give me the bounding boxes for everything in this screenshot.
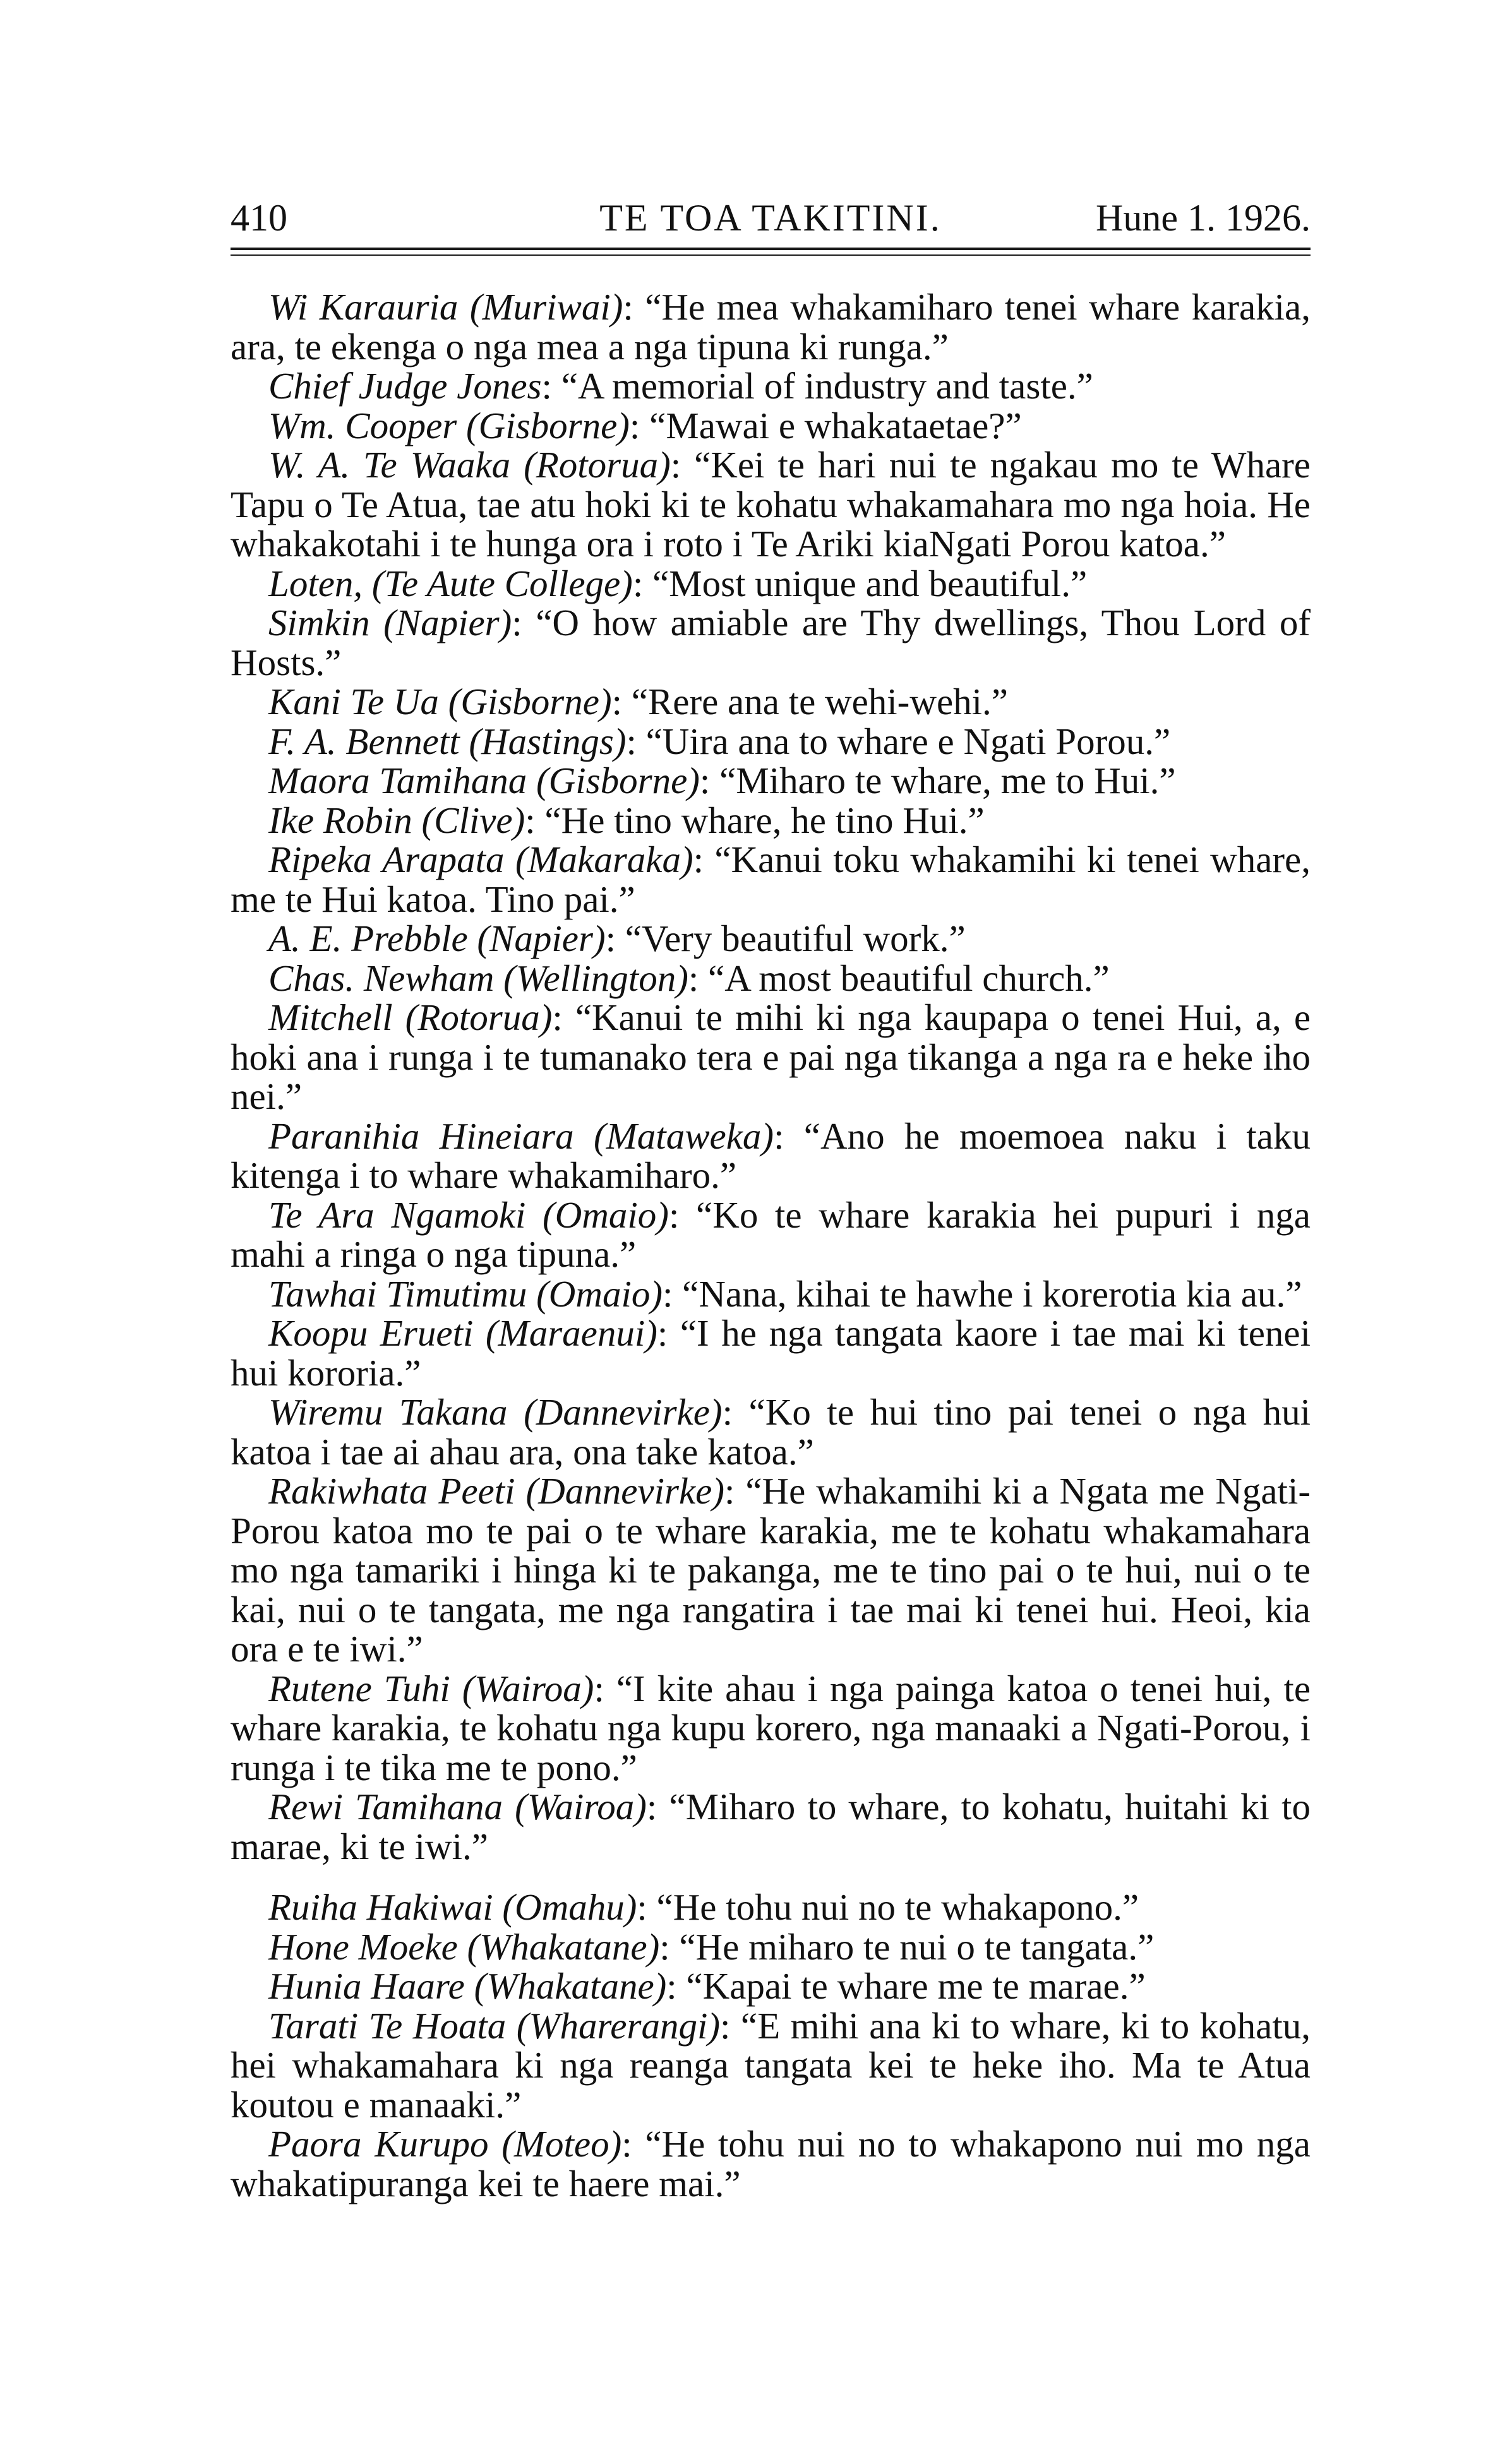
speaker-name: A. E. Prebble (Napier) [268, 918, 606, 959]
speaker-name: Mitchell (Rotorua) [268, 996, 553, 1038]
header-rule-thick [231, 248, 1311, 250]
testimonial-text: : “I kite ahau i nga painga katoa o tenei hui, te whare karakia, te kohatu nga kupu korero, nga manaaki a Ngati-Porou, i runga i te tika me te pono.” [231, 1667, 1311, 1788]
speaker-name: Tarati Te Hoata (Wharerangi) [268, 2004, 720, 2047]
testimonial-entry [231, 2006, 1311, 2125]
speaker-name: Chief Judge Jones [268, 365, 542, 407]
testimonial-entry [231, 564, 1311, 604]
testimonial-entry [231, 1787, 1311, 1866]
testimonial-entry [231, 801, 1311, 840]
testimonial-text: : “Very beautiful work.” [605, 918, 966, 959]
speaker-name: W. A. Te Waaka (Rotorua) [268, 444, 671, 486]
testimonial-entry [231, 445, 1311, 564]
testimonial-text: : “A memorial of industry and taste.” [541, 365, 1093, 407]
speaker-name: Rakiwhata Peeti (Dannevirke) [268, 1470, 724, 1512]
testimonial-text: : “O how amiable are Thy dwellings, Thou Lord of Hosts.” [231, 602, 1311, 683]
speaker-name: F. A. Bennett (Hastings) [268, 720, 627, 762]
testimonial-text: : “He miharo te nui o te tangata.” [659, 1925, 1155, 1968]
testimonial-text: : “He tohu nui no to whakapono nui mo nga whakatipuranga kei te haere mai.” [231, 2123, 1311, 2204]
testimonial-text: : “Mawai e whakataetae?” [629, 404, 1022, 446]
testimonial-entry [231, 1313, 1311, 1392]
speaker-name: Tawhai Timutimu (Omaio) [268, 1272, 663, 1315]
testimonial-entry [231, 722, 1311, 762]
testimonial-text: : “Kanui te mihi ki nga kaupapa o tenei Hui, a, e hoki ana i runga i te tumanako tera e pai nga tikanga a nga ra e heke iho nei.” [231, 996, 1311, 1117]
testimonial-text: : “He mea whakamiharo tenei whare karakia, ara, te ekenga o nga mea a nga tipuna ki runga.” [231, 286, 1311, 368]
testimonials-body [231, 287, 1311, 2203]
testimonial-text: : “He tino whare, he tino Hui.” [525, 799, 985, 841]
journal-title: TE TOA TAKITINI. [599, 197, 942, 239]
testimonial-entry [231, 1195, 1311, 1274]
speaker-name: Paranihia Hineiara (Mataweka) [268, 1115, 774, 1157]
testimonial-text: : “Ko te hui tino pai tenei o nga hui katoa i tae ai ahau ara, ona take katoa.” [231, 1391, 1311, 1473]
testimonial-entry [231, 1116, 1311, 1195]
speaker-name: Hone Moeke (Whakatane) [268, 1925, 660, 1968]
testimonial-entry [231, 1392, 1311, 1471]
testimonial-text: : “Miharo te whare, me to Hui.” [699, 760, 1176, 801]
testimonial-entry [231, 1966, 1311, 2006]
header-rule-thin [231, 254, 1311, 256]
testimonial-text: : “Most unique and beautiful.” [632, 562, 1088, 604]
testimonial-text: : “I he nga tangata kaore i tae mai ki tenei hui kororia.” [231, 1312, 1311, 1394]
testimonial-entry [231, 1887, 1311, 1927]
speaker-name: Paora Kurupo (Moteo) [268, 2123, 622, 2165]
testimonial-entry [231, 287, 1311, 366]
testimonial-entry [231, 1471, 1311, 1669]
speaker-name: Wi Karauria (Muriwai) [268, 286, 623, 328]
speaker-name: Maora Tamihana (Gisborne) [268, 760, 700, 801]
testimonial-text: : “E mihi ana ki to whare, ki to kohatu, hei whakamahara ki nga reanga tangata kei te heke iho. Ma te Atua koutou e manaaki.” [231, 2004, 1311, 2126]
speaker-name: Ike Robin (Clive) [268, 799, 525, 841]
testimonial-text: : “A most beautiful church.” [688, 957, 1110, 999]
testimonial-text: : “Kanui toku whakamihi ki tenei whare, me te Hui katoa. Tino pai.” [231, 839, 1311, 920]
page-header [231, 189, 1311, 246]
testimonial-entry [231, 998, 1311, 1116]
speaker-name: Chas. Newham (Wellington) [268, 957, 688, 999]
testimonial-entry [231, 406, 1311, 446]
speaker-name: Koopu Erueti (Maraenui) [268, 1312, 657, 1354]
testimonial-text: : “Rere ana te wehi-wehi.” [611, 681, 1008, 722]
testimonial-entry [231, 2124, 1311, 2203]
speaker-name: Rewi Tamihana (Wairoa) [268, 1786, 647, 1827]
speaker-name: Simkin (Napier) [268, 602, 512, 643]
testimonial-text: : “He tohu nui no te whakapono.” [637, 1886, 1139, 1928]
testimonial-text: : “Miharo to whare, to kohatu, huitahi ki to marae, ki te iwi.” [231, 1786, 1311, 1867]
speaker-name: Kani Te Ua (Gisborne) [268, 681, 612, 722]
testimonial-text: : “Uira ana to whare e Ngati Porou.” [626, 720, 1171, 762]
speaker-name: Ripeka Arapata (Makaraka) [268, 839, 693, 880]
speaker-name: Ruiha Hakiwai (Omahu) [268, 1886, 637, 1928]
speaker-name: Wm. Cooper (Gisborne) [268, 404, 630, 446]
testimonial-entry [231, 840, 1311, 919]
speaker-name: Loten, (Te Aute College) [268, 562, 633, 604]
speaker-name: Wiremu Takana (Dannevirke) [268, 1391, 723, 1433]
testimonial-entry [231, 919, 1311, 959]
testimonial-text: : “Nana, kihai te hawhe i korerotia kia au.” [663, 1272, 1302, 1315]
testimonial-text: : “Kei te hari nui te ngakau mo te Whare Tapu o Te Atua, tae atu hoki ki te kohatu whakamahara mo nga hoia. He whakakotahi i te hunga ora i roto i Te Ariki kiaNgati Porou katoa.” [231, 444, 1311, 565]
issue-date: Hune 1. 1926. [1096, 197, 1311, 239]
speaker-name: Te Ara Ngamoki (Omaio) [268, 1193, 669, 1236]
testimonial-entry [231, 959, 1311, 998]
testimonial-entry [231, 1274, 1311, 1314]
testimonial-entry [231, 1669, 1311, 1788]
testimonial-entry [231, 761, 1311, 801]
testimonial-entry [231, 682, 1311, 722]
testimonial-text: : “Kapai te whare me te marae.” [666, 1965, 1146, 2007]
page-number: 410 [231, 197, 287, 239]
testimonial-text: : “Ano he moemoea naku i taku kitenga i to whare whakamiharo.” [231, 1115, 1311, 1196]
speaker-name: Rutene Tuhi (Wairoa) [268, 1667, 594, 1709]
speaker-name: Hunia Haare (Whakatane) [268, 1965, 667, 2007]
testimonial-entry [231, 366, 1311, 406]
testimonial-text: : “Ko te whare karakia hei pupuri i nga mahi a ringa o nga tipuna.” [231, 1193, 1311, 1275]
testimonial-entry [231, 1927, 1311, 1967]
testimonial-entry [231, 603, 1311, 682]
testimonial-text: : “He whakamihi ki a Ngata me Ngati-Porou katoa mo te pai o te whare karakia, me te kohatu whakamahara mo nga tamariki i hinga ki te pakanga, me te tino pai o te hui, nui o te kai, nui o te tangata, me nga rangatira i tae mai ki tenei hui. Heoi, kia ora e te iwi.” [231, 1470, 1311, 1670]
